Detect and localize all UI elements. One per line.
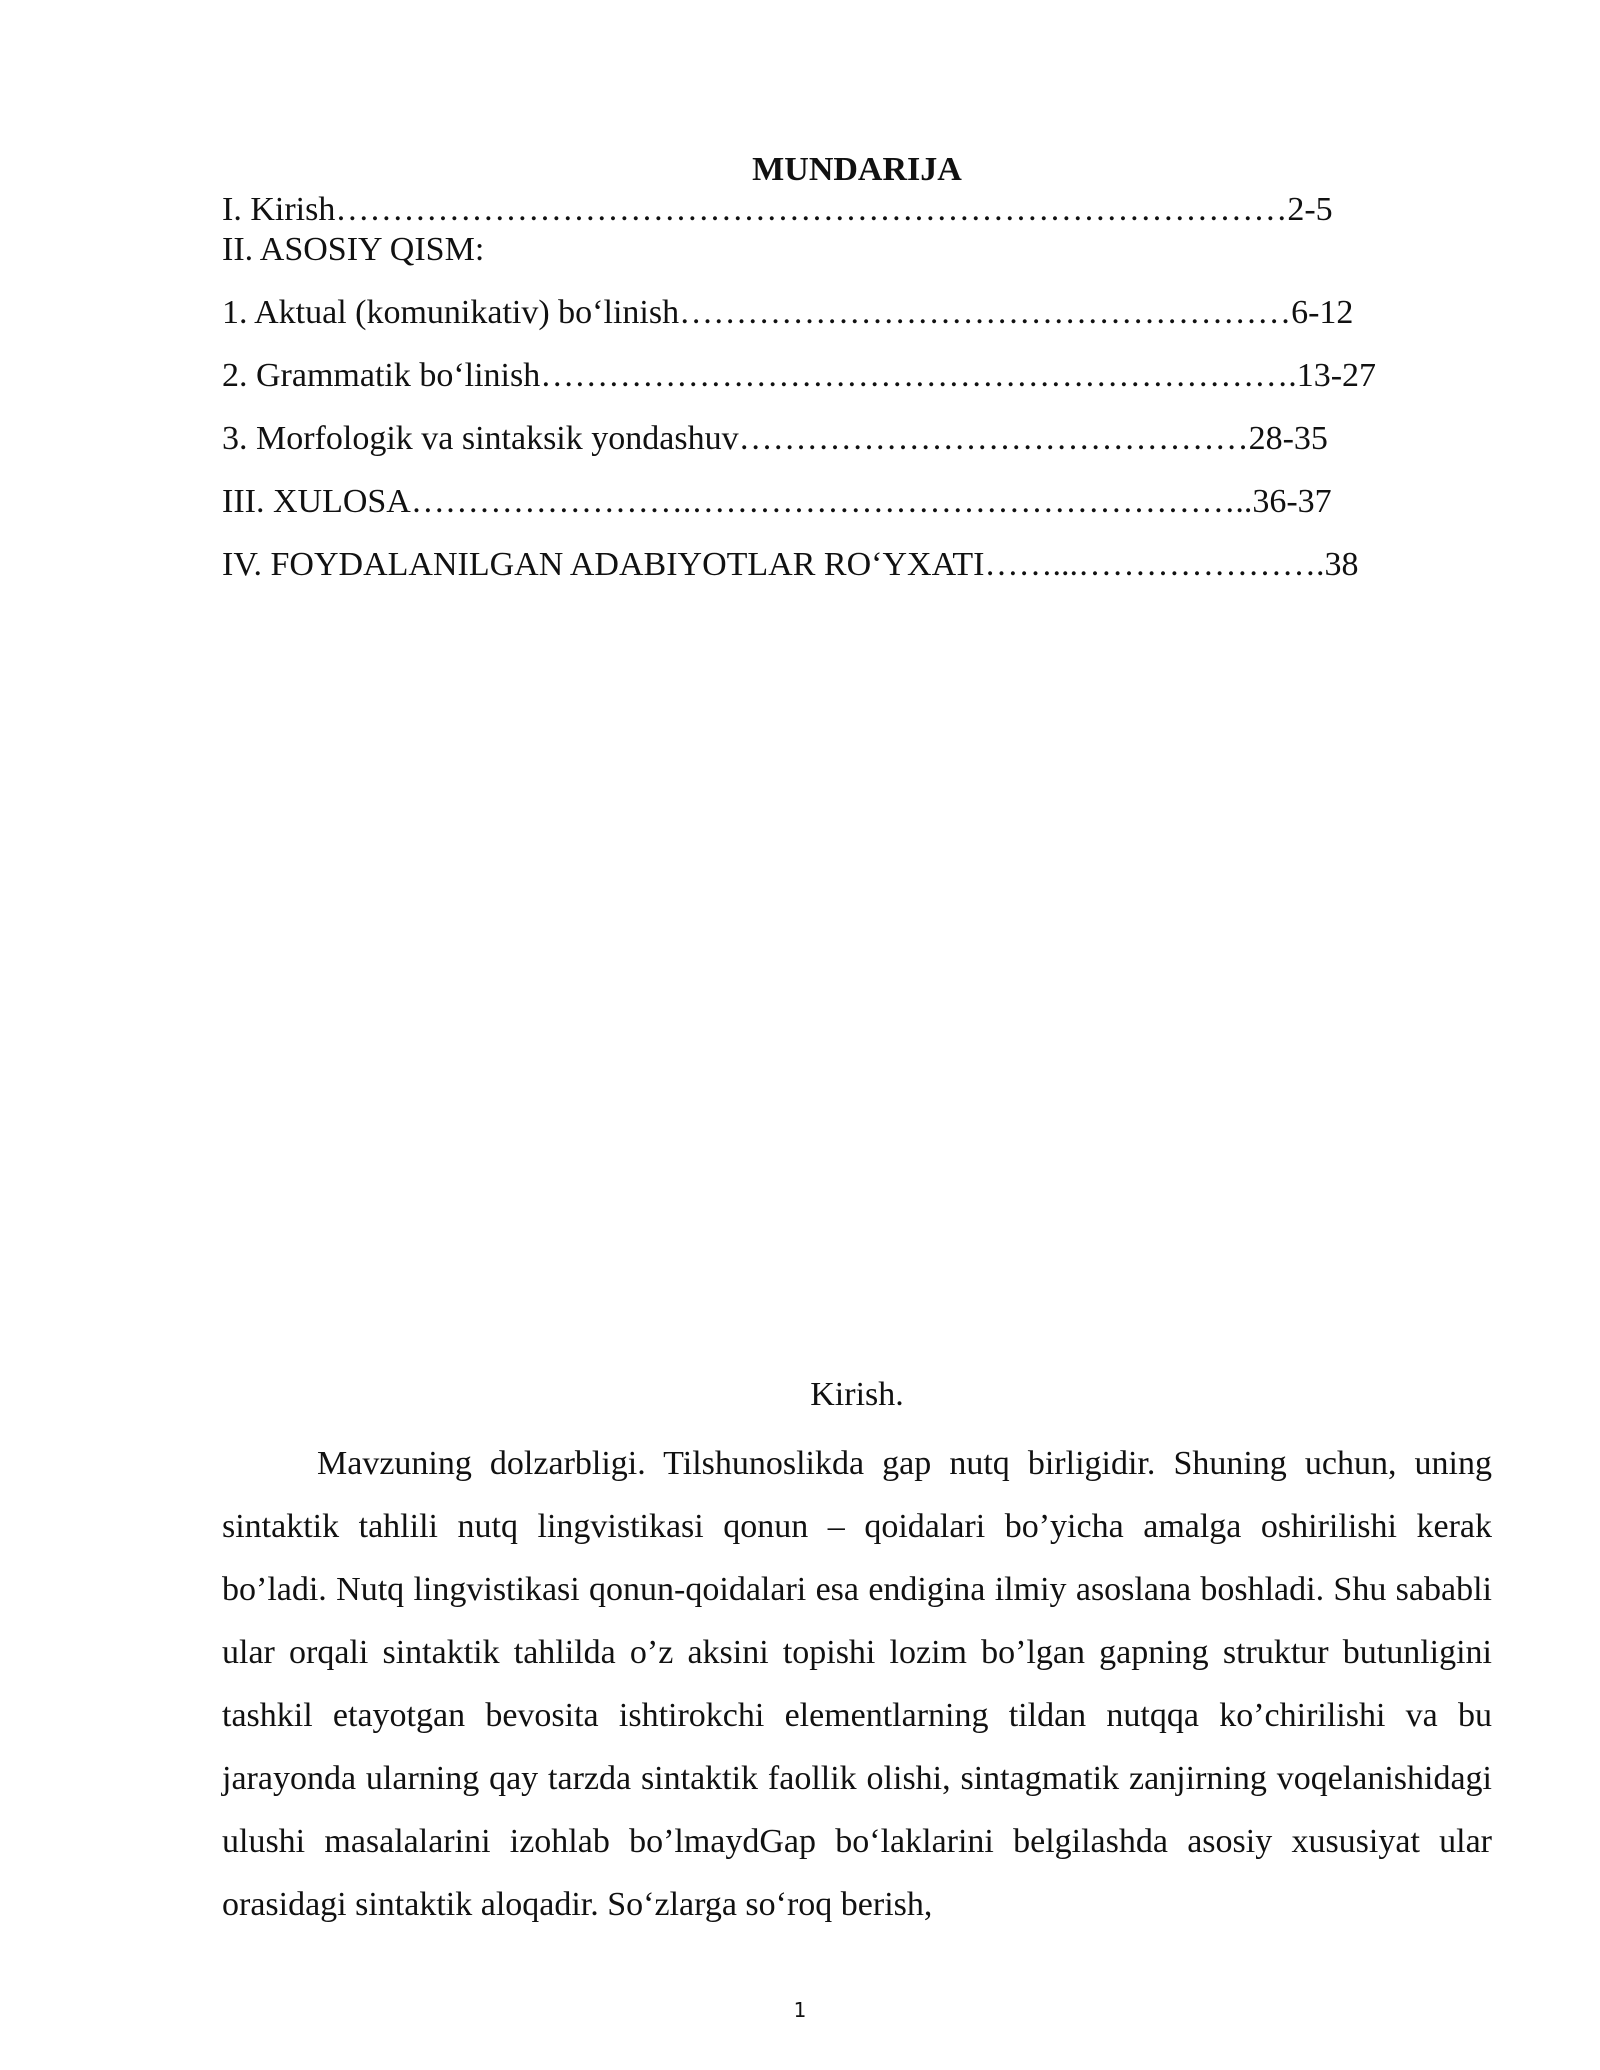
toc-entry-grammatik-bolinish: 2. Grammatik bo‘linish………………………………………………………….13-27 (222, 357, 1377, 394)
toc-entry-aktual-bolinish: 1. Aktual (komunikativ) bo‘linish………………………………………………6-12 (222, 294, 1354, 331)
body-text (222, 1432, 1492, 1936)
toc-entry-asosiy-qism: II. ASOSIY QISM: (222, 231, 485, 268)
toc-entry-adabiyotlar: IV. FOYDALANILGAN ADABIYOTLAR RO‘YXATI……...………………….38 (222, 546, 1359, 583)
page-number: 1 (793, 1998, 807, 2022)
body-paragraph: Mavzuning dolzarbligi. Tilshunoslikda gap nutq birligidir. Shuning uchun, uning sintaktik tahlili nutq lingvistikasi qonun – qoidalari bo’yicha amalga oshirilishi kerak bo’ladi. Nutq lingvistikasi qonun-qoidalari esa endigina ilmiy asoslana boshladi. Shu sababli ular orqali sintaktik tahlilda o’z aksini topishi lozim bo’lgan gapning struktur butunligini tashkil etayotgan bevosita ishtirokchi elementlarning tildan nutqqa ko’chirilishi va bu jarayonda ularning qay tarzda sintaktik faollik olishi, sintagmatik zanjirning voqelanishidagi ulushi masalalarini izohlab bo’lmaydGap bo‘laklarini belgilashda asosiy xususiyat ular orasidagi sintaktik aloqadir. So‘zlarga so‘roq berish, (222, 1445, 1492, 1923)
toc-entry-morfologik-yondashuv: 3. Morfologik va sintaksik yondashuv………………………………………28-35 (222, 420, 1328, 457)
section-title: Kirish. (810, 1376, 904, 1413)
toc-title: MUNDARIJA (752, 151, 962, 188)
toc-entry-xulosa: III. XULOSA…………………….…………………………………………..36-37 (222, 483, 1332, 520)
toc-entry-kirish: I. Kirish…………………………………………………………………………2-5 (222, 191, 1333, 228)
